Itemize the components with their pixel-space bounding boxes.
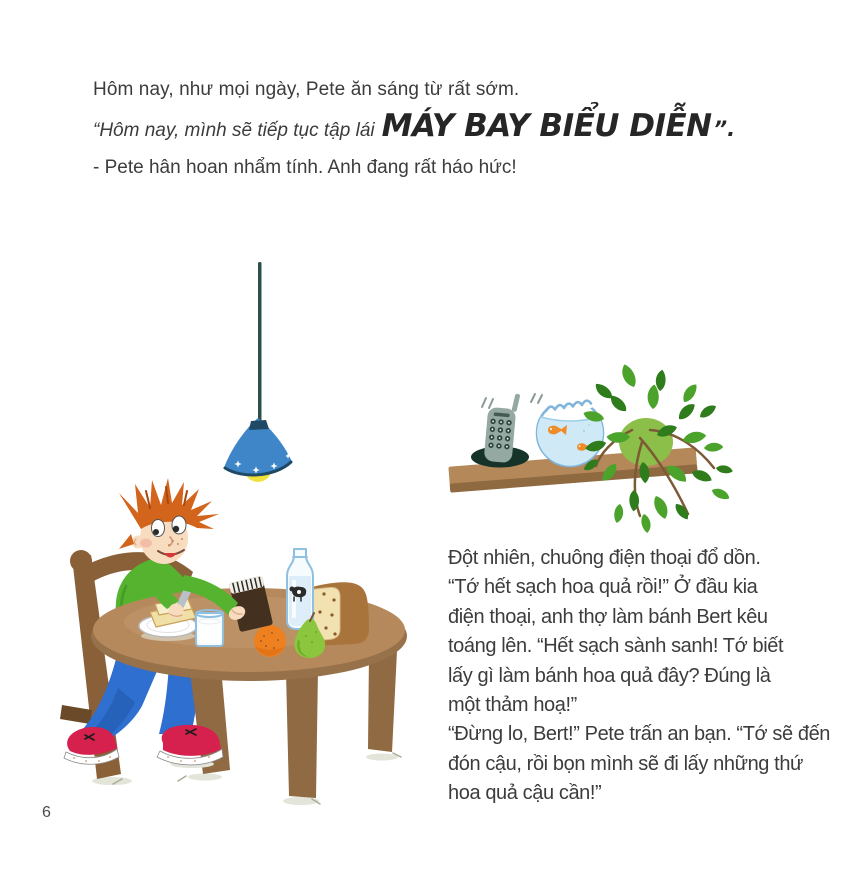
cordless-phone [471, 391, 542, 467]
intro-line-3: - Pete hân hoan nhẩm tính. Anh đang rất háo hức! [93, 157, 517, 178]
story-line: điện thoại, anh thợ làm bánh Bert kêu [448, 605, 768, 628]
story-text [448, 544, 830, 809]
page-number: 6 [42, 804, 51, 821]
boy-feet [64, 725, 223, 768]
plane-display-title: MÁY BAY BIỂU DIỄN [381, 108, 712, 144]
fishbowl [537, 395, 603, 466]
story-line: “Tớ hết sạch hoa quả rồi!” Ở đầu kia [448, 576, 758, 599]
story-line: toáng lên. “Hết sạch sành sanh! Tớ biết [448, 635, 784, 658]
phone-antenna [511, 393, 520, 412]
orange-fruit [254, 625, 286, 657]
story-line: Đột nhiên, chuông điện thoại đổ dồn. [448, 547, 761, 569]
glass-of-milk [196, 610, 223, 646]
story-line: hoa quả cậu cần!” [448, 782, 602, 805]
story-line: một thảm hoạ!” [448, 694, 577, 717]
table-leg [368, 651, 397, 752]
intro-quote-suffix: ”. [713, 117, 736, 141]
spiky-hair [119, 478, 219, 529]
hanging-lamp [224, 262, 292, 482]
story-line: lấy gì làm bánh hoa quả đây? Đúng là [448, 664, 771, 687]
table-leg [286, 669, 318, 798]
story-line: đón cậu, rồi bọn mình sẽ đi lấy những thứ [448, 752, 804, 775]
story-line: “Đừng lo, Bert!” Pete trấn an bạn. “Tớ sẽ đến [448, 723, 831, 746]
milk-bottle [287, 549, 313, 629]
ring-marks-icon [482, 398, 493, 408]
potted-plant [582, 363, 734, 533]
intro-line-1: Hôm nay, như mọi ngày, Pete ăn sáng từ rất sớm. [93, 79, 520, 100]
intro-quote-prefix: “Hôm nay, mình sẽ tiếp tục tập lái [93, 120, 375, 141]
